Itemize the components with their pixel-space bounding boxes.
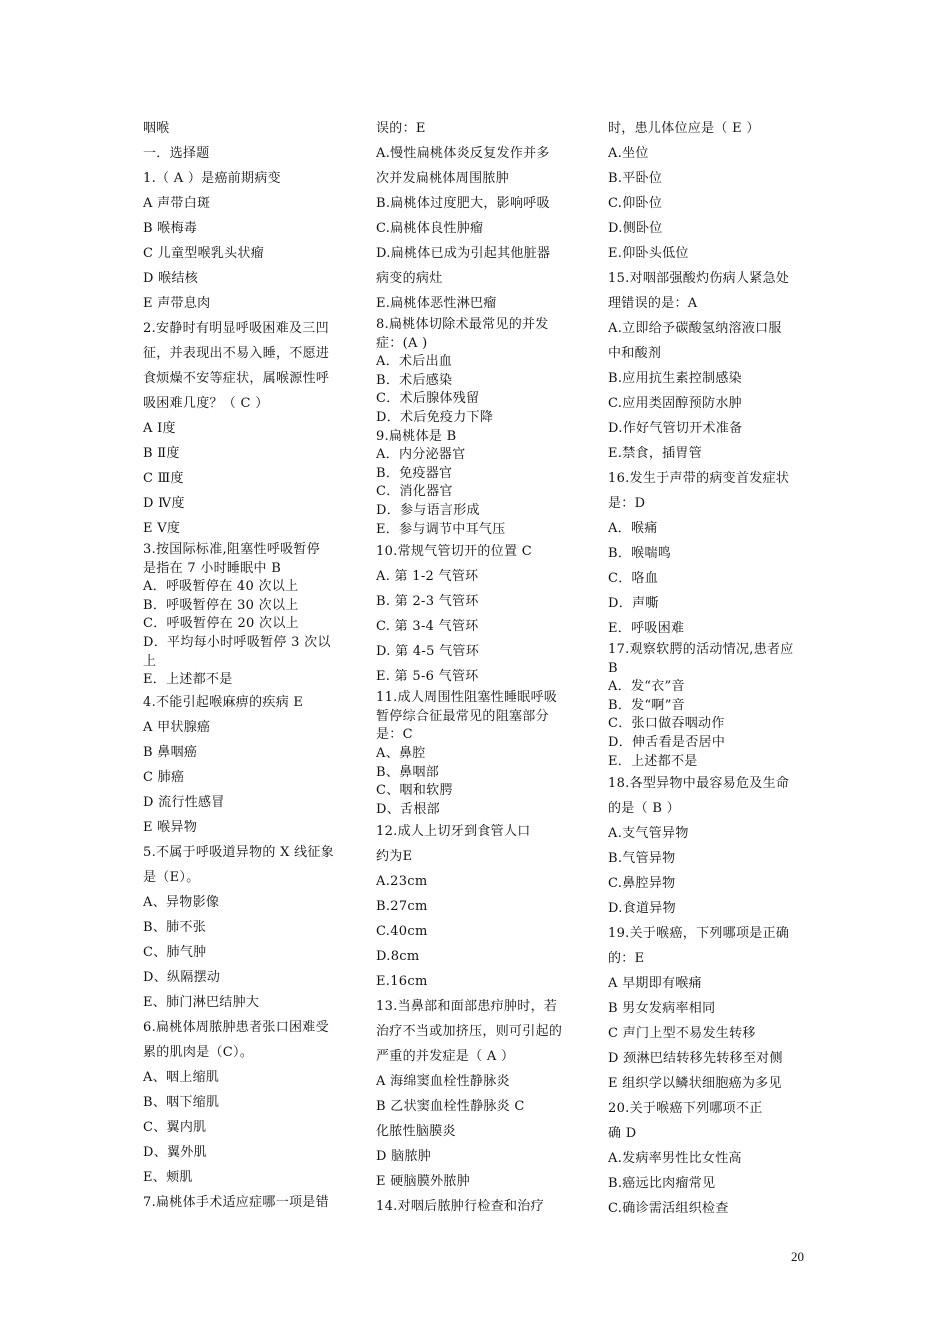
text-line: 3.按国际标准,阻塞性呼吸暂停 (143, 542, 321, 557)
text-line: 1.（ A ）是癌前期病变 (143, 171, 281, 186)
text-line: A．内分泌器官 (376, 447, 466, 463)
text-line: 的是（ B ） (608, 801, 680, 817)
text-line: 4.不能引起喉麻痹的疾病 E (143, 694, 304, 710)
text-line: B、肺不张 (143, 919, 207, 935)
text-line: 7.扁桃体手术适应症哪一项是错 (143, 1194, 329, 1210)
column-1 (143, 116, 353, 1215)
text-line: 中和酸剂 (608, 346, 662, 361)
text-line: B．喉喘鸣 (608, 546, 672, 561)
text-line: 咽喉 (143, 121, 170, 136)
text-line: 理错误的是：A (608, 296, 698, 311)
text-line: 上 (143, 653, 157, 669)
text-line: 误的：E (376, 121, 426, 136)
text-line: 病变的病灶 (376, 271, 443, 286)
text-line: 征，并表现出不易入睡，不愿进 (143, 346, 330, 361)
text-line: C. 第 3-4 气管环 (376, 619, 479, 635)
text-line: 的：E (608, 951, 645, 967)
text-line: 13.当鼻部和面部患疖肿时，若 (376, 999, 558, 1015)
text-line: 17.观察软腭的活动情况,患者应 (608, 642, 794, 657)
text-line: 9.扁桃体是 B (376, 428, 457, 444)
text-line: D．声嘶 (608, 596, 659, 611)
text-line: B 男女发病率相同 (608, 1001, 716, 1017)
text-line: E 喉异物 (143, 819, 198, 835)
text-line: 严重的并发症是（ A ） (376, 1049, 515, 1065)
text-line: 确 D (608, 1126, 637, 1142)
text-line: B Ⅱ度 (143, 446, 180, 461)
text-line: A.慢性扁桃体炎反复发作并多 (376, 146, 550, 161)
page-number: 20 (791, 1249, 804, 1264)
text-line: C、翼内肌 (143, 1119, 207, 1135)
text-line: 12.成人上切牙到食管人口 (376, 824, 531, 840)
text-line: C.扁桃体良性肿瘤 (376, 221, 484, 236)
text-line: A.支气管异物 (608, 826, 689, 842)
text-line: E．呼吸困难 (608, 621, 685, 636)
text-line: E.16cm (376, 974, 428, 990)
text-line: B．免疫器官 (376, 465, 453, 481)
text-line: C.应用类固醇预防水肿 (608, 396, 742, 411)
text-line: E 组织学以鳞状细胞癌为多见 (608, 1076, 782, 1092)
column-2 (376, 116, 588, 1219)
text-line: C、肺气肿 (143, 944, 207, 960)
text-line: C 声门上型不易发生转移 (608, 1026, 756, 1042)
text-line: C Ⅲ度 (143, 471, 184, 486)
text-line: B (608, 660, 618, 676)
text-line: D．参与语言形成 (376, 502, 480, 518)
text-line: E.扁桃体恶性淋巴瘤 (376, 296, 497, 311)
text-line: B．呼吸暂停在 30 次以上 (143, 597, 299, 613)
text-line: 5.不属于呼吸道异物的 X 线征象 (143, 844, 335, 860)
text-line: A．术后出血 (376, 354, 453, 370)
text-line: D. 第 4-5 气管环 (376, 644, 480, 660)
text-line: A 声带白斑 (143, 196, 211, 211)
text-line: 症：(A ) (376, 335, 428, 351)
text-line: B 喉梅毒 (143, 221, 198, 236)
text-line: E 声带息肉 (143, 296, 211, 311)
text-line: D.食道异物 (608, 901, 676, 917)
text-line: E. 第 5-6 气管环 (376, 669, 479, 685)
text-line: E．上述都不是 (143, 672, 233, 688)
text-line: 2.安静时有明显呼吸困难及三凹 (143, 321, 329, 336)
text-line: 是：C (376, 727, 413, 743)
text-line: 食烦燥不安等症状，属喉源性呼 (143, 371, 330, 386)
text-line: 6.扁桃体周脓肿患者张口困难受 (143, 1019, 329, 1035)
text-line: 约为E (376, 849, 413, 865)
text-line: E、颊肌 (143, 1169, 193, 1185)
text-line: A.坐位 (608, 146, 649, 161)
text-line: 是指在 7 小时睡眠中 B (143, 560, 282, 576)
text-line: B.气管异物 (608, 851, 676, 867)
text-line: E、肺门淋巴结肿大 (143, 994, 260, 1010)
text-line: D Ⅳ度 (143, 496, 185, 511)
text-line: 19.关于喉癌，下列哪项是正确 (608, 926, 790, 942)
text-line: D、纵隔摆动 (143, 969, 221, 985)
text-line: E.仰卧头低位 (608, 246, 689, 261)
text-line: 15.对咽部强酸灼伤病人紧急处 (608, 271, 790, 286)
text-line: A.发病率男性比女性高 (608, 1151, 742, 1167)
text-line: 治疗不当或加挤压，则可引起的 (376, 1024, 563, 1040)
text-line: A．呼吸暂停在 40 次以上 (143, 579, 299, 595)
text-line: A、异物影像 (143, 894, 220, 910)
text-line: 10.常规气管切开的位置 C (376, 544, 532, 560)
text-line: E 硬脑膜外脓肿 (376, 1174, 471, 1190)
text-line: D.扁桃体已成为引起其他脏器 (376, 246, 551, 261)
text-line: B. 第 2-3 气管环 (376, 594, 479, 610)
text-line: C.40cm (376, 924, 428, 940)
text-line: 化脓性脑膜炎 (376, 1124, 456, 1140)
text-line: B、咽下缩肌 (143, 1094, 220, 1110)
text-line: D、舌根部 (376, 801, 440, 817)
text-line: D．术后免疫力下降 (376, 409, 494, 425)
text-line: C 儿童型喉乳头状瘤 (143, 246, 265, 261)
text-line: 一．选择题 (143, 146, 210, 161)
text-line: 20.关于喉癌下列哪项不正 (608, 1101, 763, 1117)
text-line: A.23cm (376, 874, 428, 890)
text-line: 时，患儿体位应是（ E ） (608, 121, 760, 136)
text-line: B 乙状窦血栓性静脉炎 C (376, 1099, 525, 1115)
text-line: E．上述都不是 (608, 753, 698, 769)
text-line: C 肺癌 (143, 769, 185, 785)
text-line: A、鼻腔 (376, 745, 426, 761)
text-line: 是（E）。 (143, 869, 200, 885)
text-line: D.作好气管切开术准备 (608, 421, 743, 436)
text-line: A 甲状腺癌 (143, 719, 211, 735)
text-line: 次并发扁桃体周围脓肿 (376, 171, 510, 186)
text-line: 16.发生于声带的病变首发症状 (608, 471, 790, 486)
column-3 (608, 116, 816, 1221)
text-line: A Ⅰ度 (143, 421, 176, 436)
text-line: B.27cm (376, 899, 428, 915)
text-line: B．发“啊”音 (608, 697, 685, 713)
text-line: B．术后感染 (376, 372, 453, 388)
text-line: 18.各型异物中最容易危及生命 (608, 776, 790, 792)
text-line: C、咽和软腭 (376, 783, 453, 799)
text-line: 8.扁桃体切除术最常见的并发 (376, 317, 549, 332)
text-line: A.立即给予碳酸氢纳溶液口服 (608, 321, 782, 336)
text-line: C．呼吸暂停在 20 次以上 (143, 616, 299, 632)
text-line: B、鼻咽部 (376, 764, 440, 780)
text-line: B 鼻咽癌 (143, 744, 198, 760)
text-line: D 颈淋巴结转移先转移至对侧 (608, 1051, 783, 1067)
text-line: D．伸舌看是否居中 (608, 734, 726, 750)
text-line: D 脑脓肿 (376, 1149, 432, 1165)
text-line: C.鼻腔异物 (608, 876, 676, 892)
text-line: 是：D (608, 496, 646, 511)
text-line: A 海绵窦血栓性静脉炎 (376, 1074, 510, 1090)
text-line: E Ⅴ度 (143, 521, 181, 536)
text-line: D.侧卧位 (608, 221, 663, 236)
text-line: D 喉结核 (143, 271, 199, 286)
text-line: 累的肌肉是（C）。 (143, 1044, 254, 1060)
text-line: C.确诊需活组织检查 (608, 1201, 729, 1217)
text-line: C．张口做吞咽动作 (608, 716, 725, 732)
text-line: C．咯血 (608, 571, 659, 586)
text-line: D.8cm (376, 949, 420, 965)
text-line: D、翼外肌 (143, 1144, 207, 1160)
text-line: B.平卧位 (608, 171, 663, 186)
text-line: A、咽上缩肌 (143, 1069, 220, 1085)
text-line: 11.成人周围性阻塞性睡眠呼吸 (376, 690, 558, 706)
text-line: A．发“衣”音 (608, 679, 685, 695)
text-line: A. 第 1-2 气管环 (376, 569, 479, 585)
text-line: E.禁食，插胃管 (608, 446, 703, 461)
text-line: B.癌远比肉瘤常见 (608, 1176, 716, 1192)
text-line: D 流行性感冒 (143, 794, 225, 810)
text-line: 吸困难几度？（ C ） (143, 396, 269, 411)
text-line: B.应用抗生素控制感染 (608, 371, 742, 386)
text-line: C．消化器官 (376, 484, 453, 500)
text-line: D．平均每小时呼吸暂停 3 次以 (143, 634, 331, 650)
text-line: 14.对咽后脓肿行检查和治疗 (376, 1199, 544, 1215)
text-line: 暂停综合征最常见的阻塞部分 (376, 708, 549, 724)
text-line: A．喉痛 (608, 521, 658, 536)
text-line: B.扁桃体过度肥大，影响呼吸 (376, 196, 550, 211)
text-line: A 早期即有喉痛 (608, 976, 702, 992)
text-line: C.仰卧位 (608, 196, 663, 211)
text-line: E．参与调节中耳气压 (376, 521, 506, 537)
text-line: C．术后腺体残留 (376, 391, 480, 407)
